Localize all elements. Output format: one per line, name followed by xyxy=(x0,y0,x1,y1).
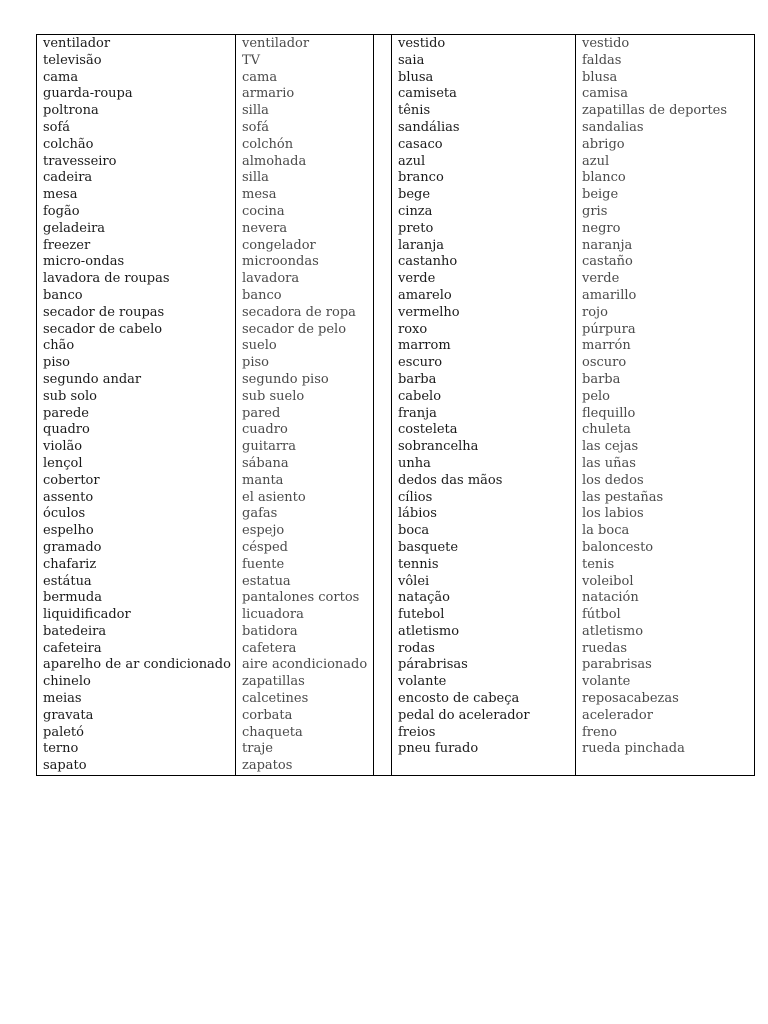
word-entry: violão xyxy=(43,439,83,455)
word-entry: travesseiro xyxy=(43,153,117,169)
word-entry: camiseta xyxy=(398,86,457,102)
word-entry: pneu furado xyxy=(398,741,479,757)
word-entry: gris xyxy=(582,203,608,219)
word-entry: basquete xyxy=(398,539,459,555)
word-entry: branco xyxy=(398,170,444,186)
word-entry: vestido xyxy=(398,36,446,51)
word-entry: escuro xyxy=(398,355,443,371)
word-list xyxy=(582,36,748,758)
word-entry: cílios xyxy=(398,489,433,505)
word-entry: pantalones cortos xyxy=(242,590,360,606)
word-entry: parabrisas xyxy=(582,657,652,673)
word-entry: calcetines xyxy=(242,691,309,707)
word-entry: roxo xyxy=(398,321,428,337)
word-entry: amarelo xyxy=(398,287,452,303)
word-entry: futebol xyxy=(398,607,445,623)
word-entry: microondas xyxy=(242,254,319,270)
word-entry: las uñas xyxy=(582,455,636,471)
left-portuguese-column xyxy=(37,35,236,776)
word-entry: tennis xyxy=(398,556,439,572)
word-entry: cama xyxy=(43,69,79,85)
word-entry: secador de roupas xyxy=(43,304,165,320)
word-entry: la boca xyxy=(582,523,630,539)
word-entry: marrón xyxy=(582,338,631,354)
word-entry: flequillo xyxy=(582,405,636,421)
word-entry: zapatillas xyxy=(242,674,305,690)
right-spanish-column xyxy=(576,35,755,776)
word-entry: chuleta xyxy=(582,422,631,438)
word-entry: secador de cabelo xyxy=(43,321,163,337)
word-entry: aire acondicionado xyxy=(242,657,368,673)
word-entry: los dedos xyxy=(582,472,644,488)
word-entry: espelho xyxy=(43,523,94,539)
word-entry: vestido xyxy=(582,36,630,51)
word-entry: congelador xyxy=(242,237,316,253)
word-entry: las pestañas xyxy=(582,489,664,505)
word-entry: paletó xyxy=(43,724,84,740)
word-entry: cafetera xyxy=(242,640,297,656)
word-entry: televisão xyxy=(43,52,102,68)
word-entry: guitarra xyxy=(242,439,297,455)
word-entry: boca xyxy=(398,523,430,539)
word-entry: geladeira xyxy=(43,220,106,236)
word-entry: segundo piso xyxy=(242,371,329,387)
word-entry: piso xyxy=(242,355,269,371)
word-entry: traje xyxy=(242,741,273,757)
word-entry: rojo xyxy=(582,304,608,320)
right-portuguese-column xyxy=(392,35,576,776)
word-entry: guarda-roupa xyxy=(43,86,133,102)
word-entry: blusa xyxy=(582,69,618,85)
word-entry: sofá xyxy=(242,119,270,135)
word-entry: cafeteira xyxy=(43,640,102,656)
word-entry: encosto de cabeça xyxy=(398,691,520,707)
word-entry: corbata xyxy=(242,707,293,723)
word-entry: lavadora xyxy=(242,271,300,287)
word-entry: preto xyxy=(398,220,434,236)
word-entry: batedeira xyxy=(43,623,107,639)
word-entry: secador de pelo xyxy=(242,321,347,337)
word-entry: las cejas xyxy=(582,439,639,455)
word-entry: chaqueta xyxy=(242,724,303,740)
word-entry: óculos xyxy=(43,506,86,522)
word-entry: lavadora de roupas xyxy=(43,271,170,287)
word-entry: manta xyxy=(242,472,284,488)
word-entry: laranja xyxy=(398,237,445,253)
word-entry: sobrancelha xyxy=(398,439,479,455)
word-entry: terno xyxy=(43,741,79,757)
word-entry: cabelo xyxy=(398,388,442,404)
word-entry: cuadro xyxy=(242,422,288,438)
word-entry: fuente xyxy=(242,556,285,572)
word-entry: assento xyxy=(43,489,94,505)
word-entry: piso xyxy=(43,355,70,371)
left-spanish-column xyxy=(236,35,374,776)
word-entry: cadeira xyxy=(43,170,93,186)
word-entry: silla xyxy=(242,103,269,119)
word-entry: natação xyxy=(398,590,450,606)
word-entry: atletismo xyxy=(582,623,644,639)
word-entry: chafariz xyxy=(43,556,97,572)
word-entry: mesa xyxy=(242,187,277,203)
word-entry: naranja xyxy=(582,237,633,253)
word-list xyxy=(242,36,367,775)
word-entry: camisa xyxy=(582,86,628,102)
word-entry: cocina xyxy=(242,203,285,219)
word-entry: azul xyxy=(582,153,610,169)
word-entry: lençol xyxy=(43,455,83,471)
word-entry: verde xyxy=(398,271,436,287)
word-entry: silla xyxy=(242,170,269,186)
word-entry: liquidificador xyxy=(43,607,131,623)
word-entry: secadora de ropa xyxy=(242,304,356,320)
word-entry: beige xyxy=(582,187,619,203)
word-entry: batidora xyxy=(242,623,298,639)
word-entry: cama xyxy=(242,69,278,85)
word-entry: fútbol xyxy=(582,607,621,623)
word-entry: sofá xyxy=(43,119,71,135)
word-entry: armario xyxy=(242,86,295,102)
word-entry: suelo xyxy=(242,338,277,354)
word-entry: fogão xyxy=(43,203,80,219)
word-entry: casaco xyxy=(398,136,443,152)
word-entry: chão xyxy=(43,338,75,354)
word-entry: gravata xyxy=(43,707,94,723)
word-entry: poltrona xyxy=(43,103,99,119)
word-entry: verde xyxy=(582,271,620,287)
word-entry: ventilador xyxy=(43,36,111,51)
table-row xyxy=(37,35,755,776)
word-entry: sub solo xyxy=(43,388,97,404)
word-entry: micro-ondas xyxy=(43,254,125,270)
word-entry: zapatillas de deportes xyxy=(582,103,728,119)
word-entry: meias xyxy=(43,691,82,707)
word-entry: oscuro xyxy=(582,355,627,371)
word-entry: faldas xyxy=(582,52,622,68)
word-entry: blanco xyxy=(582,170,626,186)
word-entry: colchón xyxy=(242,136,294,152)
word-entry: mesa xyxy=(43,187,78,203)
word-entry: vôlei xyxy=(398,573,430,589)
word-entry: púrpura xyxy=(582,321,636,337)
word-entry: franja xyxy=(398,405,437,421)
word-entry: sapato xyxy=(43,758,87,774)
word-entry: banco xyxy=(242,287,282,303)
word-entry: ventilador xyxy=(242,36,310,51)
word-entry: gafas xyxy=(242,506,278,522)
word-list xyxy=(43,36,229,775)
word-entry: tênis xyxy=(398,103,431,119)
word-entry: freno xyxy=(582,724,617,740)
word-entry: negro xyxy=(582,220,621,236)
word-entry: azul xyxy=(398,153,426,169)
word-entry: rueda pinchada xyxy=(582,741,685,757)
word-entry: costeleta xyxy=(398,422,458,438)
word-entry: zapatos xyxy=(242,758,293,774)
word-entry: natación xyxy=(582,590,639,606)
word-entry: segundo andar xyxy=(43,371,142,387)
word-entry: marrom xyxy=(398,338,451,354)
word-entry: bermuda xyxy=(43,590,103,606)
word-entry: pared xyxy=(242,405,281,421)
word-entry: castanho xyxy=(398,254,458,270)
word-entry: dedos das mãos xyxy=(398,472,503,488)
word-entry: el asiento xyxy=(242,489,306,505)
word-entry: voleibol xyxy=(582,573,634,589)
vocabulary-table xyxy=(36,34,755,776)
word-list xyxy=(398,36,569,758)
word-entry: ruedas xyxy=(582,640,628,656)
word-entry: estátua xyxy=(43,573,92,589)
word-entry: césped xyxy=(242,539,288,555)
word-entry: banco xyxy=(43,287,83,303)
word-entry: baloncesto xyxy=(582,539,654,555)
word-entry: gramado xyxy=(43,539,102,555)
word-entry: atletismo xyxy=(398,623,460,639)
word-entry: espejo xyxy=(242,523,285,539)
word-entry: sandálias xyxy=(398,119,460,135)
word-entry: blusa xyxy=(398,69,434,85)
word-entry: freezer xyxy=(43,237,91,253)
word-entry: volante xyxy=(398,674,447,690)
word-entry: quadro xyxy=(43,422,90,438)
word-entry: aparelho de ar condicionado xyxy=(43,657,231,673)
word-entry: colchão xyxy=(43,136,94,152)
word-entry: abrigo xyxy=(582,136,625,152)
spacer-column xyxy=(374,35,392,776)
word-entry: bege xyxy=(398,187,431,203)
word-entry: los labios xyxy=(582,506,644,522)
word-entry: pelo xyxy=(582,388,610,404)
word-entry: acelerador xyxy=(582,707,653,723)
word-entry: freios xyxy=(398,724,436,740)
word-entry: tenis xyxy=(582,556,615,572)
word-entry: licuadora xyxy=(242,607,304,623)
word-entry: volante xyxy=(582,674,631,690)
word-entry: reposacabezas xyxy=(582,691,679,707)
word-entry: nevera xyxy=(242,220,288,236)
word-entry: lábios xyxy=(398,506,437,522)
word-entry: castaño xyxy=(582,254,633,270)
word-entry: unha xyxy=(398,455,431,471)
word-entry: barba xyxy=(398,371,437,387)
word-entry: amarillo xyxy=(582,287,637,303)
word-entry: saia xyxy=(398,52,425,68)
word-entry: párabrisas xyxy=(398,657,468,673)
word-entry: vermelho xyxy=(398,304,460,320)
word-entry: sub suelo xyxy=(242,388,305,404)
word-entry: pedal do acelerador xyxy=(398,707,530,723)
word-entry: estatua xyxy=(242,573,291,589)
word-entry: sandalias xyxy=(582,119,644,135)
word-entry: sábana xyxy=(242,455,289,471)
word-entry: cinza xyxy=(398,203,433,219)
word-entry: parede xyxy=(43,405,89,421)
word-entry: chinelo xyxy=(43,674,91,690)
word-entry: barba xyxy=(582,371,621,387)
word-entry: almohada xyxy=(242,153,307,169)
word-entry: rodas xyxy=(398,640,435,656)
word-entry: TV xyxy=(242,52,261,68)
word-entry: cobertor xyxy=(43,472,100,488)
